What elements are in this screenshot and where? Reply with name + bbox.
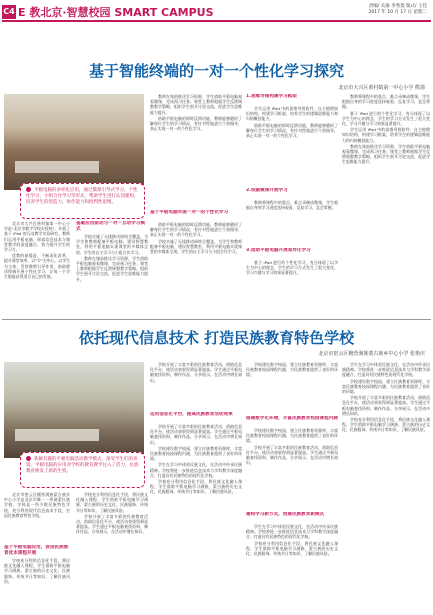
article2-byline: 北京市密云区檀营满族蒙古族乡中心小学 张艳庆 — [318, 351, 425, 357]
article1-column-8 — [342, 94, 430, 315]
subhead-c: 搭建数字化环境，丰富民族教育校园课程内涵 — [246, 416, 338, 421]
page-code-badge: C4 — [2, 5, 16, 19]
masthead-rule — [2, 20, 431, 22]
article1-column-2 — [76, 234, 148, 315]
paragraph: 学校开展了丰富多彩的民族教育活动，借助信息化平台，使活动效果得到显著提高。学生通过平板电脑查找资料、制作作品、分享展示，在活动中增长知识。 — [76, 513, 148, 535]
editor-line: 责编/ 关瑜 李秀菱 版式/ 王佳 — [368, 4, 427, 9]
caption-bullet-icon — [26, 187, 31, 192]
article1-column-7 — [246, 260, 338, 315]
paragraph: 借助平板电脑的即时反馈功能，教师能够随时了解每位学生的学习情况，有针对性地进行个别指导，真正实现一对一的个性化学习。 — [246, 122, 338, 139]
article2-column-6 — [246, 428, 338, 510]
article1-body: 优教的前提是，不断深化改革，提升课堂效率，以"学"为中心，以学生为主体，发挥教师引导作用，借助移动终端开展个性化学习，让每一个学生都能获得适合自己的发展。 — [4, 253, 70, 280]
article1-byline: 北京市大兴区黄村镇第一中心小学 熊倩 — [338, 85, 425, 91]
paragraph: 借助平板电脑的即时反馈功能，教师能够随时了解每位学生的学习情况，有针对性地进行个别指导，真正实现一对一的个性化学习。 — [150, 222, 242, 238]
paragraph: 学校开展了丰富多彩的民族教育活动，借助信息化平台，使活动效果得到显著提高。学生通过平板电脑查找资料、制作作品、分享展示，在活动中增长知识。 — [150, 424, 242, 445]
paragraph: 基于 iPad 进行的个性化学习，充分体现了以学生为中心的理念，学生的学习方式发生了很大变化，学习兴趣与学习效果显著提升。 — [342, 110, 430, 127]
photo-caption-2 — [20, 452, 145, 488]
paragraph: 学校充分利用信息化手段，将民族文化融入课程，学生借助平板电脑学习满族、蒙古族的历史文化、民族服饰、传统节日等知识，了解民族风俗。 — [342, 417, 430, 433]
subhead-3: 1.思维导图构建学习框架 — [246, 94, 297, 99]
subhead-2: 基于平板电脑实现一对一的个性化学习 — [150, 210, 229, 215]
article2-column-8 — [342, 362, 430, 613]
article1-column-4 — [150, 222, 242, 315]
subhead-d: 建构学习新方式，创建民族教育新模式 — [246, 512, 325, 517]
paragraph: 学校充分利用信息化手段，将民族文化融入课程，学生借助平板电脑学习满族、蒙古族的历史文化、民族服饰、传统节日等知识，了解民族风俗。 — [246, 540, 338, 557]
paragraph: 学校建设数字校园，建立民族教育资源库，丰富民族教育校园课程内涵，为民族教育提供了良好的环境。 — [342, 378, 430, 395]
paragraph: 学校开展了丰富多彩的民族教育活动，借助信息化平台，使活动效果得到显著提高。学生通过平板电脑查找资料、制作作品、分享展示，在活动中增长知识。 — [342, 395, 430, 416]
paragraph: 学生在学习中体验民族文化，在活动中传承民族精神。学校将进一步推进信息技术与学科教学深度融合，打造具有民族特色的现代化学校。 — [342, 362, 430, 378]
paragraph: 借助平板电脑的即时反馈功能，教师能够随时了解每位学生的学习情况，有针对性地进行个别指导，真正实现一对一的个性化学习。 — [150, 115, 242, 132]
paragraph: 教师在课前推送学习资源，学生借助平板电脑观看微课、完成预习任务；课堂上教师根据学生反馈调整教学策略，组织学生展开讨论交流，促进学生思维能力提升。 — [150, 94, 242, 115]
subhead-a: 基于平板电脑应用，促进民族教育优本课程开展 — [4, 545, 69, 556]
subhead-4: 2.依据微课开展学习 — [246, 188, 288, 193]
article1-intro: 北京市大兴区黄村镇第一中心小学是"北京市数字学校实验校"，开展了基于 iPad 的互动教学实验研究。教师们运用平板电脑，探索信息技术与课堂教学的深度融合，努力提升学生的学习力。 — [4, 221, 70, 253]
article1-column-1 — [4, 221, 70, 315]
subhead-1: 基础应用驱动与一对一互动学习模式 — [76, 221, 145, 232]
article1-column-3 — [150, 94, 242, 210]
paragraph: 学校建设数字校园，建立民族教育资源库，丰富民族教育校园课程内涵，为民族教育提供了良好的环境。 — [150, 445, 242, 462]
paragraph: 学校建设数字校园，建立民族教育资源库，丰富民族教育校园课程内涵，为民族教育提供了良好的环境。 — [246, 428, 338, 444]
article2-column-1 — [4, 492, 70, 542]
masthead — [0, 0, 433, 36]
paragraph: 学生运用 iPad 中的思维导图软件，自主梳理知识结构，构建学习框架，培养学生的逻辑思维能力和归纳概括能力。 — [342, 127, 430, 143]
paragraph: 学校开展了丰富多彩的民族教育活动，借助信息化平台，使活动效果得到显著提高。学生通过平板电脑查找资料、制作作品、分享展示，在活动中增长知识。 — [150, 362, 242, 383]
paragraph: 学校充分利用信息化手段，将民族文化融入课程，学生借助平板电脑学习满族、蒙古族的历史文化、民族服饰、传统节日等知识，了解民族风俗。 — [76, 492, 148, 513]
subhead-b: 运用信息化平台，提高民族教育活动效果 — [150, 412, 233, 417]
subhead-5: 3.借助平板电脑开展差异化学习 — [246, 248, 311, 253]
article1-title: 基于智能终端的一对一个性化学习探究 — [88, 62, 344, 80]
article1-column-6 — [246, 200, 338, 248]
caption-text: 新颖有趣的平板电脑活动教学模式，深受学生们的喜爱。平板电脑的应用对学校的教育教学注入了活力，民族教育焕发了新的生机。 — [26, 457, 139, 474]
article2-column-4 — [150, 424, 242, 613]
section-title: E 教北京·智慧校园 SMART CAMPUS — [18, 6, 214, 19]
paragraph: 学校实施了无线移动网络全覆盖，为学生和教师配备平板电脑，建设智慧教室，利用平板电脑实现课堂的多媒体呈现、学生的自主学习与小组合作学习。 — [150, 238, 242, 255]
students-photo — [4, 362, 144, 458]
paragraph: 教师将课程中的重点、难点录制成微课，学生根据自身的学习进度选择观看，反复学习，直至掌握。 — [342, 94, 430, 110]
paragraph: 教师在课前推送学习资源，学生借助平板电脑观看微课、完成预习任务；课堂上教师根据学生反馈调整教学策略，组织学生展开讨论交流，促进学生思维能力提升。 — [342, 143, 430, 165]
article1-column-5 — [246, 106, 338, 188]
caption-bullet-icon — [26, 456, 31, 461]
article2-column-1b — [4, 558, 70, 613]
article2-intro: 北京市密云区檀营满族蒙古族乡中心小学是北京市唯一一所满蒙民族学校，学校是一所少数民族特色学校，充分利用现代信息技术手段，打造民族教育特色学校。 — [4, 492, 70, 518]
edition-info — [369, 4, 428, 16]
caption-text: 平板电脑的多样化应用，通过微课引导式学习、个性化学习、小组合作学习等形式，帮助学生进行认知建构，培养学生的创造力、协作能力和批判性思维。 — [26, 188, 139, 205]
paragraph: 学校充分利用信息化手段，将民族文化融入课程，学生借助平板电脑学习满族、蒙古族的历史文化、民族服饰、传统节日等知识，了解民族风俗。 — [150, 479, 242, 495]
date-line: 2017 年 10 月 17 日 星期二 — [368, 10, 427, 15]
paragraph: 基于 iPad 进行的个性化学习，充分体现了以学生为中心的理念，学生的学习方式发生了很大变化，学习兴趣与学习效果显著提升。 — [246, 260, 338, 276]
paragraph: 学生在学习中体验民族文化，在活动中传承民族精神。学校将进一步推进信息技术与学科教学深度融合，打造具有民族特色的现代化学校。 — [246, 524, 338, 540]
paragraph: 学校建设数字校园，建立民族教育资源库，丰富民族教育校园课程内涵，为民族教育提供了良好的环境。 — [246, 362, 338, 378]
paragraph: 学生在学习中体验民族文化，在活动中传承民族精神。学校将进一步推进信息技术与学科教学深度融合，打造具有民族特色的现代化学校。 — [150, 462, 242, 478]
paragraph: 学校实施了无线移动网络全覆盖，为学生和教师配备平板电脑，建设智慧教室，利用平板电脑实现课堂的多媒体呈现、学生的自主学习与小组合作学习。 — [76, 234, 148, 255]
paragraph: 学校充分利用信息化手段，将民族文化融入课程，学生借助平板电脑学习满族、蒙古族的历史文化、民族服饰、传统节日等知识，了解民族风俗。 — [4, 558, 70, 584]
paragraph: 学生运用 iPad 中的思维导图软件，自主梳理知识结构，构建学习框架，培养学生的逻辑思维能力和归纳概括能力。 — [246, 106, 338, 122]
article2-title: 依托现代信息技术 打造民族教育特色学校 — [78, 329, 355, 347]
classroom-photo — [4, 94, 144, 190]
article2-column-2 — [76, 492, 148, 613]
photo-caption-1 — [20, 183, 145, 219]
paragraph: 教师将课程中的重点、难点录制成微课，学生根据自身的学习进度选择观看，反复学习，直至掌握。 — [246, 200, 338, 211]
article2-column-5 — [246, 362, 338, 414]
section-divider — [2, 319, 431, 320]
article2-column-3 — [150, 362, 242, 410]
article2-column-7 — [246, 524, 338, 613]
paragraph: 教师在课前推送学习资源，学生借助平板电脑观看微课、完成预习任务；课堂上教师根据学生反馈调整教学策略，组织学生展开讨论交流，促进学生思维能力提升。 — [76, 255, 148, 282]
paragraph: 学校开展了丰富多彩的民族教育活动，借助信息化平台，使活动效果得到显著提高。学生通过平板电脑查找资料、制作作品、分享展示，在活动中增长知识。 — [246, 444, 338, 466]
